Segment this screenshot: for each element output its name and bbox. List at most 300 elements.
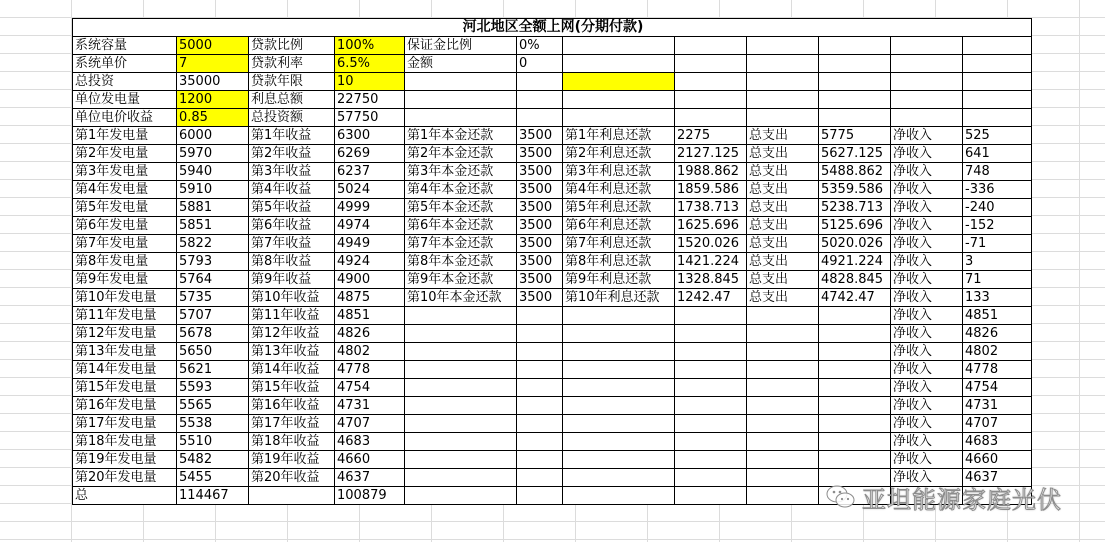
empty-cell[interactable] xyxy=(747,37,819,55)
table-cell[interactable]: 5735 xyxy=(177,289,249,307)
table-cell[interactable] xyxy=(405,415,517,433)
table-cell[interactable]: 3500 xyxy=(517,235,563,253)
table-cell[interactable]: -71 xyxy=(963,235,1032,253)
param-label-cell[interactable] xyxy=(405,109,517,127)
table-cell[interactable]: 第6年本金还款 xyxy=(405,217,517,235)
table-cell[interactable]: 4754 xyxy=(963,379,1032,397)
table-cell[interactable] xyxy=(819,343,891,361)
table-cell[interactable]: 5488.862 xyxy=(819,163,891,181)
table-cell[interactable]: 3500 xyxy=(517,163,563,181)
table-cell[interactable]: 总支出 xyxy=(747,253,819,271)
table-cell[interactable] xyxy=(747,361,819,379)
total-cell[interactable]: 100879 xyxy=(335,487,405,505)
table-cell[interactable]: 4707 xyxy=(335,415,405,433)
table-cell[interactable]: 1520.026 xyxy=(675,235,747,253)
empty-cell[interactable] xyxy=(963,109,1032,127)
table-cell[interactable]: 第15年发电量 xyxy=(73,379,177,397)
param-label-cell[interactable]: 单位发电量 xyxy=(73,91,177,109)
table-cell[interactable]: 第5年收益 xyxy=(249,199,335,217)
table-cell[interactable] xyxy=(517,325,563,343)
table-cell[interactable]: 4683 xyxy=(335,433,405,451)
table-cell[interactable]: 4949 xyxy=(335,235,405,253)
table-cell[interactable]: 3500 xyxy=(517,253,563,271)
table-cell[interactable] xyxy=(517,343,563,361)
table-cell[interactable]: -152 xyxy=(963,217,1032,235)
table-cell[interactable] xyxy=(563,307,675,325)
empty-cell[interactable] xyxy=(747,109,819,127)
table-cell[interactable]: 3500 xyxy=(517,271,563,289)
table-cell[interactable] xyxy=(517,451,563,469)
table-cell[interactable]: 4660 xyxy=(963,451,1032,469)
table-cell[interactable]: 总支出 xyxy=(747,217,819,235)
empty-cell[interactable] xyxy=(747,55,819,73)
table-cell[interactable] xyxy=(819,397,891,415)
table-cell[interactable] xyxy=(405,343,517,361)
table-cell[interactable]: 第20年收益 xyxy=(249,469,335,487)
table-cell[interactable]: 总支出 xyxy=(747,127,819,145)
table-cell[interactable]: 5793 xyxy=(177,253,249,271)
table-cell[interactable]: 4828.845 xyxy=(819,271,891,289)
table-cell[interactable] xyxy=(747,433,819,451)
table-cell[interactable] xyxy=(675,361,747,379)
table-cell[interactable]: 3 xyxy=(963,253,1032,271)
param-label-cell[interactable]: 单位电价收益 xyxy=(73,109,177,127)
table-cell[interactable] xyxy=(747,379,819,397)
table-cell[interactable]: 4924 xyxy=(335,253,405,271)
table-cell[interactable]: 第4年本金还款 xyxy=(405,181,517,199)
table-cell[interactable]: 3500 xyxy=(517,127,563,145)
table-cell[interactable]: 3500 xyxy=(517,289,563,307)
table-cell[interactable]: 第7年利息还款 xyxy=(563,235,675,253)
table-cell[interactable]: 第1年收益 xyxy=(249,127,335,145)
param-value-cell[interactable]: 100% xyxy=(335,37,405,55)
table-cell[interactable] xyxy=(405,433,517,451)
table-cell[interactable]: 4637 xyxy=(335,469,405,487)
table-cell[interactable]: 净收入 xyxy=(891,379,963,397)
param-value-cell[interactable]: 1200 xyxy=(177,91,249,109)
table-cell[interactable] xyxy=(747,307,819,325)
table-cell[interactable]: 5775 xyxy=(819,127,891,145)
table-cell[interactable]: 第7年发电量 xyxy=(73,235,177,253)
table-cell[interactable]: 133 xyxy=(963,289,1032,307)
table-cell[interactable]: 净收入 xyxy=(891,163,963,181)
table-cell[interactable]: 3500 xyxy=(517,199,563,217)
table-cell[interactable]: 第2年本金还款 xyxy=(405,145,517,163)
table-cell[interactable]: 5238.713 xyxy=(819,199,891,217)
table-cell[interactable]: 3500 xyxy=(517,145,563,163)
table-cell[interactable]: 总支出 xyxy=(747,181,819,199)
table-cell[interactable] xyxy=(405,307,517,325)
table-cell[interactable]: 净收入 xyxy=(891,217,963,235)
empty-cell[interactable] xyxy=(563,109,675,127)
table-cell[interactable]: 净收入 xyxy=(891,199,963,217)
empty-cell[interactable] xyxy=(891,37,963,55)
table-cell[interactable]: 第13年发电量 xyxy=(73,343,177,361)
table-cell[interactable]: 第10年发电量 xyxy=(73,289,177,307)
table-cell[interactable]: 4921.224 xyxy=(819,253,891,271)
table-cell[interactable]: 第1年利息还款 xyxy=(563,127,675,145)
table-cell[interactable]: 第11年收益 xyxy=(249,307,335,325)
table-cell[interactable]: 4731 xyxy=(335,397,405,415)
param-value-cell[interactable]: 22750 xyxy=(335,91,405,109)
empty-cell[interactable] xyxy=(891,109,963,127)
table-cell[interactable]: 总支出 xyxy=(747,145,819,163)
table-cell[interactable]: 净收入 xyxy=(891,433,963,451)
param-label-cell[interactable] xyxy=(405,91,517,109)
empty-cell[interactable] xyxy=(891,73,963,91)
table-cell[interactable] xyxy=(517,397,563,415)
empty-cell[interactable] xyxy=(819,37,891,55)
table-cell[interactable]: 5125.696 xyxy=(819,217,891,235)
table-cell[interactable]: 6000 xyxy=(177,127,249,145)
table-cell[interactable]: 641 xyxy=(963,145,1032,163)
empty-cell[interactable] xyxy=(819,91,891,109)
table-cell[interactable]: 748 xyxy=(963,163,1032,181)
table-cell[interactable] xyxy=(819,325,891,343)
table-cell[interactable]: 第7年本金还款 xyxy=(405,235,517,253)
table-cell[interactable]: 6300 xyxy=(335,127,405,145)
table-cell[interactable] xyxy=(563,361,675,379)
total-cell[interactable] xyxy=(249,487,335,505)
table-cell[interactable]: 第12年收益 xyxy=(249,325,335,343)
table-cell[interactable]: 净收入 xyxy=(891,343,963,361)
table-cell[interactable]: 第11年发电量 xyxy=(73,307,177,325)
param-label-cell[interactable]: 总投资额 xyxy=(249,109,335,127)
empty-cell[interactable] xyxy=(747,73,819,91)
table-cell[interactable]: 4826 xyxy=(335,325,405,343)
table-cell[interactable] xyxy=(405,397,517,415)
param-label-cell[interactable]: 利息总额 xyxy=(249,91,335,109)
table-cell[interactable]: 4660 xyxy=(335,451,405,469)
table-cell[interactable]: 净收入 xyxy=(891,451,963,469)
table-cell[interactable]: 5359.586 xyxy=(819,181,891,199)
table-cell[interactable]: 3500 xyxy=(517,181,563,199)
table-cell[interactable]: 5482 xyxy=(177,451,249,469)
table-cell[interactable]: 第10年本金还款 xyxy=(405,289,517,307)
table-cell[interactable]: 第18年发电量 xyxy=(73,433,177,451)
param-value-cell[interactable] xyxy=(517,109,563,127)
table-cell[interactable]: 4754 xyxy=(335,379,405,397)
table-cell[interactable]: 4851 xyxy=(963,307,1032,325)
table-cell[interactable]: 4999 xyxy=(335,199,405,217)
table-cell[interactable]: 第5年发电量 xyxy=(73,199,177,217)
empty-cell[interactable] xyxy=(963,73,1032,91)
table-cell[interactable]: 5851 xyxy=(177,217,249,235)
table-cell[interactable]: 1421.224 xyxy=(675,253,747,271)
table-cell[interactable] xyxy=(405,469,517,487)
empty-cell[interactable] xyxy=(675,55,747,73)
table-cell[interactable] xyxy=(747,469,819,487)
param-value-cell[interactable]: 6.5% xyxy=(335,55,405,73)
table-cell[interactable]: 4875 xyxy=(335,289,405,307)
table-cell[interactable]: 5024 xyxy=(335,181,405,199)
table-cell[interactable] xyxy=(405,379,517,397)
table-cell[interactable]: 总支出 xyxy=(747,235,819,253)
table-cell[interactable] xyxy=(747,343,819,361)
table-cell[interactable]: 第8年发电量 xyxy=(73,253,177,271)
table-cell[interactable]: 5822 xyxy=(177,235,249,253)
empty-cell[interactable] xyxy=(891,55,963,73)
param-label-cell[interactable]: 总投资 xyxy=(73,73,177,91)
table-cell[interactable]: 71 xyxy=(963,271,1032,289)
table-cell[interactable]: 总支出 xyxy=(747,289,819,307)
table-cell[interactable]: 第19年发电量 xyxy=(73,451,177,469)
table-cell[interactable] xyxy=(517,433,563,451)
table-cell[interactable]: 总支出 xyxy=(747,163,819,181)
table-cell[interactable]: 净收入 xyxy=(891,289,963,307)
table-cell[interactable]: 第2年发电量 xyxy=(73,145,177,163)
table-cell[interactable]: 第3年发电量 xyxy=(73,163,177,181)
empty-cell[interactable] xyxy=(675,109,747,127)
table-cell[interactable]: 4900 xyxy=(335,271,405,289)
param-value-cell[interactable]: 0 xyxy=(517,55,563,73)
table-cell[interactable]: 第17年发电量 xyxy=(73,415,177,433)
table-cell[interactable]: 2127.125 xyxy=(675,145,747,163)
table-cell[interactable]: 5764 xyxy=(177,271,249,289)
table-cell[interactable]: 净收入 xyxy=(891,145,963,163)
table-cell[interactable] xyxy=(405,451,517,469)
table-cell[interactable]: 净收入 xyxy=(891,181,963,199)
table-cell[interactable]: 5970 xyxy=(177,145,249,163)
empty-cell[interactable] xyxy=(675,487,747,505)
param-value-cell[interactable] xyxy=(517,73,563,91)
table-cell[interactable]: 第4年利息还款 xyxy=(563,181,675,199)
table-cell[interactable]: 第8年利息还款 xyxy=(563,253,675,271)
table-cell[interactable]: 1988.862 xyxy=(675,163,747,181)
table-cell[interactable] xyxy=(675,307,747,325)
table-cell[interactable]: 净收入 xyxy=(891,469,963,487)
table-cell[interactable]: 5455 xyxy=(177,469,249,487)
table-cell[interactable]: 第1年本金还款 xyxy=(405,127,517,145)
table-cell[interactable] xyxy=(819,433,891,451)
table-cell[interactable] xyxy=(517,361,563,379)
param-value-cell[interactable]: 10 xyxy=(335,73,405,91)
table-cell[interactable]: -336 xyxy=(963,181,1032,199)
table-cell[interactable]: 第3年利息还款 xyxy=(563,163,675,181)
table-cell[interactable] xyxy=(747,451,819,469)
table-cell[interactable]: 3500 xyxy=(517,217,563,235)
param-value-cell[interactable]: 5000 xyxy=(177,37,249,55)
table-cell[interactable]: 净收入 xyxy=(891,271,963,289)
table-cell[interactable]: 5593 xyxy=(177,379,249,397)
table-cell[interactable] xyxy=(517,469,563,487)
empty-cell[interactable] xyxy=(819,109,891,127)
table-cell[interactable]: 第18年收益 xyxy=(249,433,335,451)
table-cell[interactable]: 4707 xyxy=(963,415,1032,433)
table-cell[interactable]: 净收入 xyxy=(891,415,963,433)
table-cell[interactable]: -240 xyxy=(963,199,1032,217)
table-cell[interactable]: 净收入 xyxy=(891,253,963,271)
table-cell[interactable]: 净收入 xyxy=(891,361,963,379)
table-cell[interactable] xyxy=(819,361,891,379)
empty-cell[interactable] xyxy=(675,37,747,55)
table-cell[interactable]: 第9年利息还款 xyxy=(563,271,675,289)
table-cell[interactable]: 5565 xyxy=(177,397,249,415)
table-cell[interactable] xyxy=(563,469,675,487)
param-value-cell[interactable]: 35000 xyxy=(177,73,249,91)
table-cell[interactable] xyxy=(675,451,747,469)
param-label-cell[interactable] xyxy=(405,73,517,91)
table-cell[interactable]: 5707 xyxy=(177,307,249,325)
table-cell[interactable]: 5020.026 xyxy=(819,235,891,253)
table-cell[interactable]: 4802 xyxy=(335,343,405,361)
empty-cell[interactable] xyxy=(675,91,747,109)
total-cell[interactable]: 总 xyxy=(73,487,177,505)
table-cell[interactable] xyxy=(675,469,747,487)
empty-cell[interactable] xyxy=(563,91,675,109)
table-cell[interactable]: 5538 xyxy=(177,415,249,433)
table-cell[interactable]: 5627.125 xyxy=(819,145,891,163)
table-cell[interactable]: 4802 xyxy=(963,343,1032,361)
total-cell[interactable]: 114467 xyxy=(177,487,249,505)
table-cell[interactable] xyxy=(405,361,517,379)
table-cell[interactable] xyxy=(819,379,891,397)
empty-cell[interactable] xyxy=(517,487,563,505)
table-cell[interactable]: 第14年收益 xyxy=(249,361,335,379)
empty-cell[interactable] xyxy=(405,487,517,505)
table-cell[interactable]: 5940 xyxy=(177,163,249,181)
table-cell[interactable] xyxy=(747,397,819,415)
table-cell[interactable]: 4637 xyxy=(963,469,1032,487)
table-cell[interactable]: 第8年本金还款 xyxy=(405,253,517,271)
table-cell[interactable]: 第2年利息还款 xyxy=(563,145,675,163)
table-cell[interactable] xyxy=(675,433,747,451)
table-cell[interactable]: 第8年收益 xyxy=(249,253,335,271)
table-cell[interactable] xyxy=(563,325,675,343)
table-cell[interactable]: 6269 xyxy=(335,145,405,163)
table-cell[interactable]: 第9年发电量 xyxy=(73,271,177,289)
table-cell[interactable]: 第2年收益 xyxy=(249,145,335,163)
table-cell[interactable]: 第14年发电量 xyxy=(73,361,177,379)
table-cell[interactable]: 1859.586 xyxy=(675,181,747,199)
table-cell[interactable]: 4826 xyxy=(963,325,1032,343)
param-label-cell[interactable]: 保证金比例 xyxy=(405,37,517,55)
table-cell[interactable]: 第16年收益 xyxy=(249,397,335,415)
param-label-cell[interactable]: 金额 xyxy=(405,55,517,73)
table-cell[interactable]: 净收入 xyxy=(891,127,963,145)
table-cell[interactable]: 6237 xyxy=(335,163,405,181)
table-cell[interactable] xyxy=(563,343,675,361)
param-value-cell[interactable]: 7 xyxy=(177,55,249,73)
table-cell[interactable]: 第7年收益 xyxy=(249,235,335,253)
table-cell[interactable] xyxy=(563,415,675,433)
table-cell[interactable]: 4778 xyxy=(335,361,405,379)
table-cell[interactable]: 4731 xyxy=(963,397,1032,415)
table-cell[interactable]: 第5年利息还款 xyxy=(563,199,675,217)
table-cell[interactable]: 第3年收益 xyxy=(249,163,335,181)
table-cell[interactable]: 第9年收益 xyxy=(249,271,335,289)
empty-cell[interactable] xyxy=(963,91,1032,109)
param-value-cell[interactable]: 0% xyxy=(517,37,563,55)
empty-cell[interactable] xyxy=(747,487,819,505)
table-cell[interactable]: 第6年收益 xyxy=(249,217,335,235)
table-cell[interactable]: 净收入 xyxy=(891,325,963,343)
empty-cell[interactable] xyxy=(563,73,675,91)
table-cell[interactable]: 第5年本金还款 xyxy=(405,199,517,217)
table-cell[interactable]: 总支出 xyxy=(747,271,819,289)
table-cell[interactable] xyxy=(819,415,891,433)
table-cell[interactable] xyxy=(675,397,747,415)
table-cell[interactable] xyxy=(675,325,747,343)
empty-cell[interactable] xyxy=(747,91,819,109)
table-cell[interactable]: 第12年发电量 xyxy=(73,325,177,343)
empty-cell[interactable] xyxy=(563,37,675,55)
table-cell[interactable]: 第10年收益 xyxy=(249,289,335,307)
table-cell[interactable] xyxy=(747,415,819,433)
param-label-cell[interactable]: 系统单价 xyxy=(73,55,177,73)
empty-cell[interactable] xyxy=(963,37,1032,55)
table-cell[interactable]: 第15年收益 xyxy=(249,379,335,397)
table-cell[interactable]: 2275 xyxy=(675,127,747,145)
empty-cell[interactable] xyxy=(963,55,1032,73)
table-cell[interactable]: 第4年发电量 xyxy=(73,181,177,199)
table-cell[interactable]: 5881 xyxy=(177,199,249,217)
sheet-title[interactable]: 河北地区全额上网(分期付款) xyxy=(73,19,1032,37)
table-cell[interactable]: 5510 xyxy=(177,433,249,451)
empty-cell[interactable] xyxy=(563,55,675,73)
param-label-cell[interactable]: 贷款年限 xyxy=(249,73,335,91)
empty-cell[interactable] xyxy=(891,91,963,109)
table-cell[interactable]: 4742.47 xyxy=(819,289,891,307)
table-cell[interactable]: 1625.696 xyxy=(675,217,747,235)
table-cell[interactable]: 5678 xyxy=(177,325,249,343)
table-cell[interactable] xyxy=(517,415,563,433)
table-cell[interactable] xyxy=(675,379,747,397)
param-label-cell[interactable]: 贷款比例 xyxy=(249,37,335,55)
table-cell[interactable]: 第10年利息还款 xyxy=(563,289,675,307)
param-value-cell[interactable]: 0.85 xyxy=(177,109,249,127)
table-cell[interactable]: 1328.845 xyxy=(675,271,747,289)
table-cell[interactable]: 净收入 xyxy=(891,307,963,325)
table-cell[interactable]: 第1年发电量 xyxy=(73,127,177,145)
param-value-cell[interactable] xyxy=(517,91,563,109)
table-cell[interactable] xyxy=(563,379,675,397)
table-cell[interactable]: 第20年发电量 xyxy=(73,469,177,487)
param-value-cell[interactable]: 57750 xyxy=(335,109,405,127)
empty-cell[interactable] xyxy=(819,55,891,73)
table-cell[interactable] xyxy=(405,325,517,343)
empty-cell[interactable] xyxy=(819,73,891,91)
table-cell[interactable]: 4974 xyxy=(335,217,405,235)
table-cell[interactable] xyxy=(517,307,563,325)
table-cell[interactable]: 第9年本金还款 xyxy=(405,271,517,289)
table-cell[interactable]: 第17年收益 xyxy=(249,415,335,433)
table-cell[interactable]: 4778 xyxy=(963,361,1032,379)
param-label-cell[interactable]: 系统容量 xyxy=(73,37,177,55)
empty-cell[interactable] xyxy=(563,487,675,505)
table-cell[interactable]: 5910 xyxy=(177,181,249,199)
table-cell[interactable]: 5621 xyxy=(177,361,249,379)
table-cell[interactable]: 第3年本金还款 xyxy=(405,163,517,181)
table-cell[interactable] xyxy=(819,307,891,325)
table-cell[interactable]: 4683 xyxy=(963,433,1032,451)
param-label-cell[interactable]: 贷款利率 xyxy=(249,55,335,73)
table-cell[interactable] xyxy=(747,325,819,343)
table-cell[interactable] xyxy=(819,451,891,469)
table-cell[interactable]: 第4年收益 xyxy=(249,181,335,199)
table-cell[interactable]: 4851 xyxy=(335,307,405,325)
table-cell[interactable]: 第13年收益 xyxy=(249,343,335,361)
table-cell[interactable]: 第6年利息还款 xyxy=(563,217,675,235)
table-cell[interactable]: 总支出 xyxy=(747,199,819,217)
table-cell[interactable]: 第6年发电量 xyxy=(73,217,177,235)
empty-cell[interactable] xyxy=(675,73,747,91)
table-cell[interactable]: 525 xyxy=(963,127,1032,145)
table-cell[interactable] xyxy=(517,379,563,397)
table-cell[interactable] xyxy=(563,433,675,451)
table-cell[interactable]: 第16年发电量 xyxy=(73,397,177,415)
table-cell[interactable] xyxy=(675,415,747,433)
